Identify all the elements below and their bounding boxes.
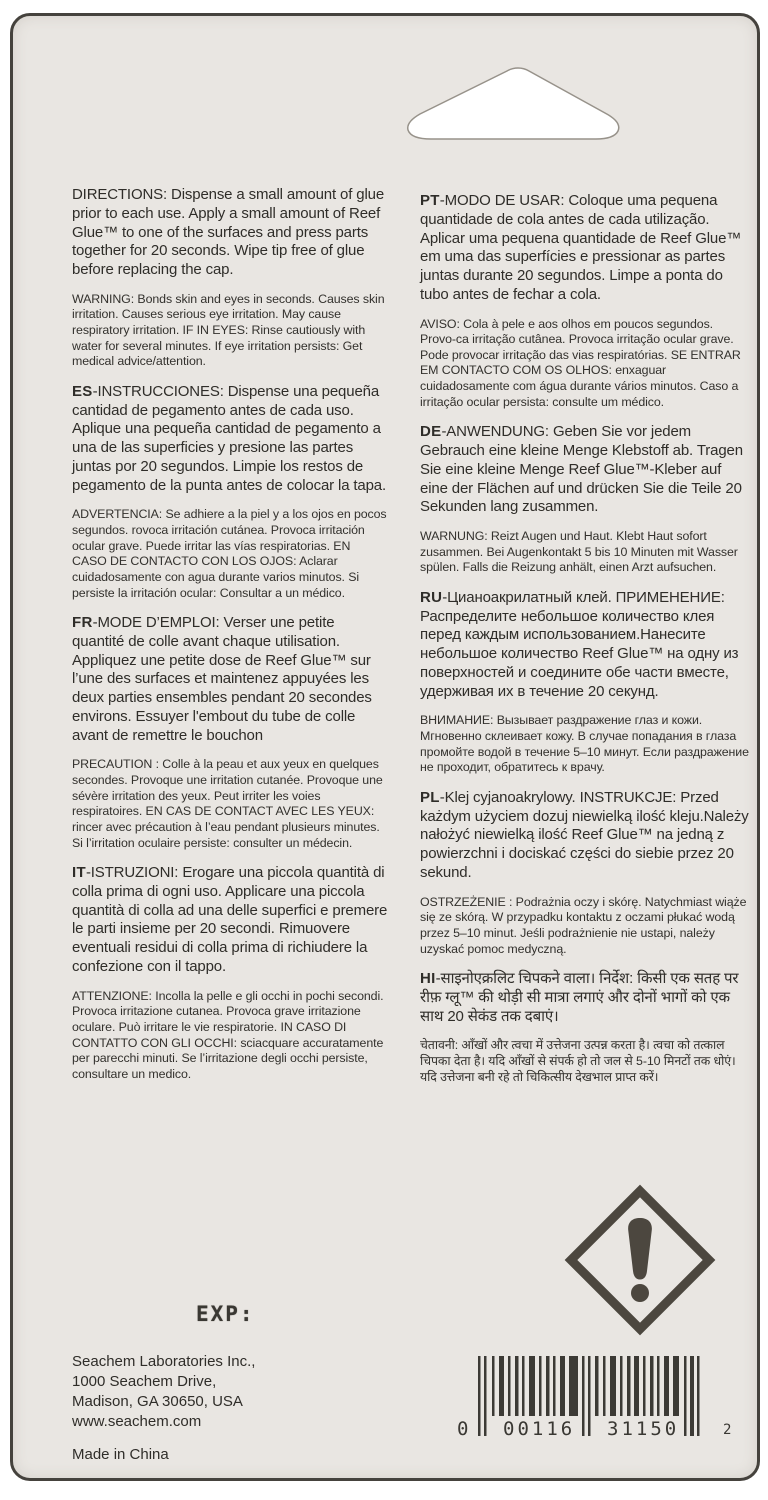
address-line: Seachem Laboratories Inc., bbox=[72, 1353, 256, 1370]
directions-pt: PT-MODO DE USAR: Coloque uma pequena quantidade de cola antes de cada utilização. Aplicar uma pequena quantidade de Reef Glue™ em uma das superfícies e pressionar as partes juntas durante 20 segundos. Limpe a ponta do tubo antes de fechar a cola. bbox=[420, 192, 742, 303]
lang-code-ru: RU bbox=[420, 588, 443, 606]
upc-digit-group1: 00116 bbox=[503, 1418, 576, 1440]
directions-ru: RU-Цианоакрилатный клей. ПРИМЕНЕНИЕ: Распределите небольшое количество клея перед каждым использованием.Нанесите небольшое количество Reef Glue™ на одну из поверхностей и соедините обе части вместе, удерживая их в течение 20 секунд. bbox=[420, 588, 739, 700]
lang-code-pl: PL bbox=[420, 788, 440, 806]
right-text-column bbox=[420, 192, 750, 1098]
directions-it: IT-ISTRUZIONI: Erogare una piccola quantità di colla prima di ogni uso. Applicare una piccola quantità di colla ad una delle superfici e premere le parti insieme per 20 secondi. Rimuovere eventuali residui di colla prima di richiudere la confezione con il tappo. bbox=[72, 864, 388, 975]
lang-code-de: DE bbox=[420, 423, 442, 441]
made-in-label: Made in China bbox=[72, 1446, 169, 1463]
warning-pl: OSTRZEŻENIE : Podrażnia oczy i skórę. Natychmiast wiąże się ze skórą. W przypadku kontaktu z oczami płukać wodą przez 5–10 minut. Jeśli podrażnienie nie ustapi, należy uzyskać pomoc medyczną. bbox=[420, 894, 747, 956]
barcode-bars bbox=[441, 1356, 741, 1444]
upc-digit-group2: 31150 bbox=[607, 1418, 680, 1440]
address-line: Madison, GA 30650, USA bbox=[72, 1392, 243, 1410]
warning-de: WARNUNG: Reizt Augen und Haut. Klebt Haut sofort zusammen. Bei Augenkontakt 5 bis 10 Minuten mit Wasser spülen. Falls die Reizung anhält, einen Arzt aufsuchen. bbox=[420, 529, 738, 575]
product-back-label-card bbox=[10, 13, 760, 1481]
directions-es: ES-INSTRUCCIONES: Dispense una pequeña cantidad de pegamento antes de cada uso. Aplique una pequeña cantidad de pegamento a una de las superficies y presione las partes juntas por 20 segundos. Limpie los restos de pegamento de la punta antes de colocar la tapa. bbox=[72, 382, 387, 494]
warning-it: ATTENZIONE: Incolla la pelle e gli occhi in pochi secondi. Provoca irritazione cutanea. Provoca grave irritazione oculare. Può irritare le vie respiratorie. IN CASO DI CONTATTO CON GLI OCCHI: sciacquare accuratamente per parecchi minuti. Se l’irritazione degli occhi persiste, consultare un medico. bbox=[72, 988, 384, 1081]
warning-pt: AVISO: Cola à pele e aos olhos em poucos segundos. Provo-ca irritação cutânea. Provoca irritação ocular grave. Pode provocar irritação das vias respiratórias. SE ENTRAR EM CONTACTO COM OS OLHOS: enxaguar cuidadosamente com água durante vários minutos. Caso a irritação ocular persista: consulte um médico. bbox=[420, 316, 741, 409]
manufacturer-address bbox=[72, 1352, 255, 1432]
directions-hi: HI-साइनोएक्रलिट चिपकने वाला। निर्देश: किसी एक सतह पर रीफ़ ग्लू™ की थोड़ी सी मात्रा लगाएं और दोनों भागों को एक साथ 20 सेकंड तक दबाएं। bbox=[420, 970, 739, 1025]
directions-de: DE-ANWENDUNG: Geben Sie vor jedem Gebrauch eine kleine Menge Klebstoff ab. Tragen Sie eine kleine Menge Reef Glue™-Kleber auf eine der Flächen auf und drücken Sie die Teile 20 Sekunden lang zusammen. bbox=[420, 423, 743, 516]
lang-code-pt: PT bbox=[420, 192, 440, 209]
directions-fr: FR-MODE D’EMPLOI: Verser une petite quantité de colle avant chaque utilisation. Appliquez une petite dose de Reef Glue™ sur l’une des surfaces et maintenez appuyées les deux parties ensembles pendant 20 secondes environs. Essuyer l'embout du tube de colle avant de remettre le bouchon bbox=[72, 614, 372, 744]
directions-pl: PL-Klej cyjanoakrylowy. INSTRUKCJE: Przed każdym użyciem dozuj niewielką ilość kleju.Należy nałożyć niewielką ilość Reef Glue™ na jedną z powierzchni i dociskać części do siebie przez 20 sekund. bbox=[420, 788, 749, 881]
warning-en: WARNING: Bonds skin and eyes in seconds. Causes skin irritation. Causes serious eye irritation. May cause respiratory irritation. IF IN EYES: Rinse cautiously with water for several minutes. If eye irritation persists: Get medical advice/attention. bbox=[72, 291, 385, 369]
directions-en: DIRECTIONS: Dispense a small amount of glue prior to each use. Apply a small amount of Reef Glue™ to one of the surfaces and press parts together for 20 seconds. Wipe tip free of glue before replacing the cap. bbox=[72, 186, 385, 278]
ghs-exclamation-mark-icon bbox=[564, 1184, 716, 1336]
lang-code-es: ES bbox=[72, 382, 93, 400]
upc-digit-system: 0 bbox=[457, 1418, 472, 1440]
lang-code-it: IT bbox=[72, 864, 86, 882]
address-line: 1000 Seachem Drive, bbox=[72, 1372, 217, 1390]
warning-hi: चेतावनी: आँखों और त्वचा में उत्तेजना उत्पन्न करता है। त्वचा को तत्काल चिपका देता है। यदि आँखों से संपर्क हो तो जल से 5-10 मिनटों तक धोएं। यदि उत्तेजना बनी रहे तो चिकित्सीय देखभाल प्राप्त करें। bbox=[420, 1038, 736, 1084]
warning-fr: PRECAUTION : Colle à la peau et aux yeux en quelques secondes. Provoque une irritation cutanée. Provoque une sévère irritation des yeux. Peut irriter les voies respiratoires. EN CAS DE CONTACT AVEC LES YEUX: rincer avec précaution à l’eau pendant plusieurs minutes. Si l’irritation oculaire persiste: consulter un médecin. bbox=[72, 757, 383, 850]
left-text-column bbox=[72, 186, 388, 1095]
lang-code-fr: FR bbox=[72, 614, 93, 632]
upc-digit-check: 2 bbox=[723, 1422, 735, 1438]
hang-hole-icon bbox=[403, 65, 626, 142]
warning-ru: ВНИМАНИЕ: Вызывает раздражение глаз и кожи. Мгновенно склеивает кожу. В случае попадания в глаза промойте водой в течение 5–10 минут. Если раздражение не проходит, обратитесь к врачу. bbox=[420, 713, 749, 775]
warning-es: ADVERTENCIA: Se adhiere a la piel y a los ojos en pocos segundos. rovoca irritación cutánea. Provoca irritación ocular grave. Puede irritar las vías respiratorias. EN CASO DE CONTACTO CON LOS OJOS: Aclarar cuidadosamente con agua durante varios minutos. Si persiste la irritación ocular: Consultar a un médico. bbox=[72, 507, 387, 600]
website-url: www.seachem.com bbox=[72, 1412, 202, 1430]
upc-barcode bbox=[441, 1356, 741, 1444]
exp-date-stamp: EXP: bbox=[196, 1302, 255, 1326]
lang-code-hi: HI bbox=[420, 970, 436, 988]
